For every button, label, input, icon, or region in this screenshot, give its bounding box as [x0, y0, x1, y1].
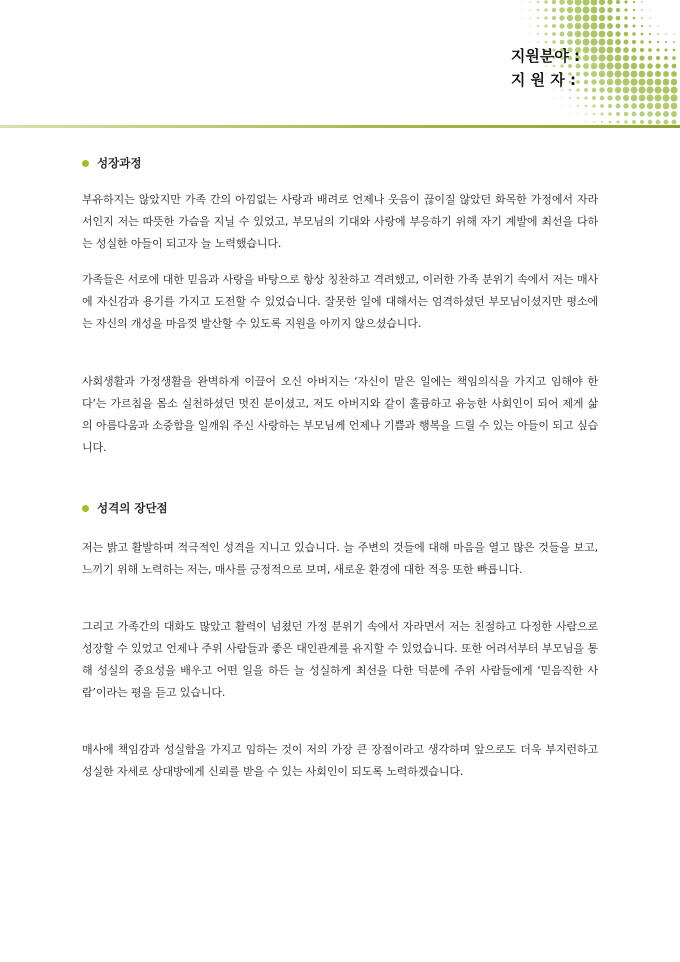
decorative-dot — [601, 121, 603, 123]
decorative-dot — [591, 63, 598, 70]
decorative-dot — [664, 120, 669, 125]
decorative-dot — [631, 103, 637, 109]
decorative-dot — [639, 103, 645, 109]
applicant-header — [511, 44, 580, 92]
decorative-dot — [616, 104, 621, 109]
decorative-dot — [590, 38, 597, 45]
decorative-dot — [672, 120, 677, 125]
decorative-dot — [633, 9, 635, 11]
decorative-dot — [623, 47, 629, 53]
decorative-dot — [624, 32, 628, 36]
decorative-dot — [656, 120, 661, 125]
decorative-dot — [585, 105, 587, 107]
decorative-dot — [673, 33, 674, 34]
decorative-dot — [598, 46, 605, 53]
decorative-dot — [672, 64, 677, 69]
decorative-dot — [582, 6, 589, 13]
decorative-dot — [657, 33, 659, 35]
decorative-dot — [567, 7, 573, 13]
decorative-dot — [529, 33, 530, 34]
decorative-dot — [640, 48, 644, 52]
decorative-dot — [647, 95, 654, 102]
decorative-dot — [615, 87, 622, 94]
decorative-dot — [624, 8, 627, 11]
decorative-dot — [583, 63, 589, 69]
decorative-dot — [591, 0, 598, 5]
decorative-dot — [622, 78, 629, 85]
decorative-dot — [606, 54, 613, 61]
decorative-dot — [537, 33, 539, 35]
decorative-dot — [647, 71, 653, 77]
decorative-dot — [649, 17, 650, 18]
decorative-dot — [567, 31, 573, 37]
decorative-dot — [529, 1, 531, 3]
bullet-icon — [82, 160, 89, 167]
decorative-dot — [632, 40, 636, 44]
decorative-dot — [622, 70, 629, 77]
decorative-dot — [545, 41, 548, 44]
decorative-dot — [537, 25, 539, 27]
decorative-dot — [607, 87, 613, 93]
decorative-dot — [583, 71, 588, 76]
decorative-dot — [623, 87, 630, 94]
decorative-dot — [529, 41, 530, 42]
decorative-dot — [545, 33, 548, 36]
decorative-dot — [670, 94, 677, 101]
decorative-dot — [616, 24, 621, 29]
decorative-dot — [664, 64, 669, 69]
decorative-dot — [582, 14, 589, 21]
decorative-dot — [608, 104, 612, 108]
decorative-dot — [663, 103, 670, 110]
decorative-dot — [567, 23, 573, 29]
decorative-dot — [631, 95, 638, 102]
decorative-dot — [631, 47, 636, 52]
field-label: 지원분야 : — [510, 47, 580, 65]
decorative-dot — [615, 55, 622, 62]
decorative-dot — [593, 121, 595, 123]
decorative-dot — [614, 62, 621, 69]
decorative-dot — [649, 33, 651, 35]
decorative-dot — [623, 39, 628, 44]
decorative-dot — [552, 32, 556, 36]
decorative-dot — [599, 15, 605, 21]
decorative-dot — [616, 0, 620, 4]
decorative-dot — [598, 38, 605, 45]
decorative-dot — [606, 62, 613, 69]
decorative-dot — [529, 25, 530, 26]
paragraph: 그리고 가족간의 대화도 많았고 활력이 넘쳤던 가정 분위기 속에서 자라면서 저는 친절하고 다정한 사람으로 성장할 수 있었고 언제나 주위 사람들과 좋은 대인관계를 유지할 수 있었습니다. 또한 어려서부터 부모님을 통해 성실의 중요성을 배우고 어떤 일을 하든 늘 성실하게 최선을 다한 덕분에 주위 사람들에게 ‘믿음직한 사람’이라는 평을 듣고 있습니다. — [82, 620, 598, 699]
decorative-dot — [633, 17, 636, 20]
decorative-dot — [655, 71, 661, 77]
decorative-dot — [671, 111, 677, 117]
decorative-dot — [646, 86, 653, 93]
decorative-dot — [590, 14, 597, 21]
decorative-dot — [544, 16, 547, 19]
decorative-dot — [641, 9, 643, 11]
decorative-dot — [599, 87, 604, 92]
bullet-icon — [82, 505, 89, 512]
decorative-dot — [631, 71, 638, 78]
decorative-dot — [655, 111, 661, 117]
decorative-dot — [624, 120, 627, 123]
decorative-dot — [662, 86, 669, 93]
paragraph: 가족들은 서로에 대한 믿음과 사랑을 바탕으로 항상 칭찬하고 격려했고, 이러한 가족 분위기 속에서 저는 매사에 자신감과 용기를 가지고 도전할 수 있었습니다. 잘못한 일에 대해서는 엄격하셨던 부모님이셨지만 평소에는 자신의 개성을 마음껏 발산할 수 있도록 지원을 아끼지 않으셨습니다. — [82, 273, 598, 330]
decorative-dot — [575, 23, 582, 30]
paragraph: 사회생활과 가정생활을 완벽하게 이끌어 오신 아버지는 ‘자신이 맡은 일에는 책임의식을 가지고 임해야 한다’는 가르침을 몸소 실천하셨던 멋진 분이셨고, 저도 아버지와 같이 훌륭하고 유능한 사회인이 되어 제게 삶의 아름다움과 소중함을 일깨워 주신 사랑하는 부모님께 언제나 기쁨과 행복을 드릴 수 있는 아들이 되고 싶습니다. — [82, 375, 598, 454]
decorative-dot — [575, 15, 582, 22]
decorative-dot — [590, 46, 597, 53]
decorative-dot — [623, 103, 628, 108]
decorative-dot — [640, 120, 644, 124]
decorative-dot — [552, 16, 556, 20]
decorative-dot — [647, 63, 653, 69]
decorative-dot — [552, 0, 556, 4]
decorative-dot — [624, 16, 628, 20]
decorative-dot — [624, 112, 628, 116]
decorative-dot — [554, 98, 555, 99]
decorative-dot — [584, 88, 588, 92]
decorative-dot — [590, 22, 597, 29]
decorative-dot — [624, 0, 627, 3]
decorative-dot — [650, 10, 651, 11]
decorative-dot — [592, 104, 595, 107]
decorative-dot — [673, 41, 675, 43]
decorative-dot — [664, 56, 668, 60]
decorative-dot — [654, 86, 661, 93]
decorative-dot — [665, 49, 668, 52]
decorative-dot — [583, 47, 590, 54]
decorative-dot — [599, 0, 605, 5]
decorative-dot — [575, 31, 582, 38]
decorative-dot — [665, 41, 667, 43]
decorative-dot — [544, 0, 547, 3]
decorative-dot — [537, 41, 539, 43]
decorative-dot — [647, 103, 653, 109]
decorative-dot — [607, 39, 614, 46]
decorative-dot — [559, 15, 564, 20]
decorative-dot — [655, 79, 662, 86]
decorative-dot — [671, 71, 677, 77]
decorative-dot — [649, 41, 652, 44]
decorative-dot — [559, 7, 565, 13]
decorative-dot — [615, 47, 621, 53]
section-title-text: 성장과정 — [97, 156, 142, 170]
decorative-dot — [592, 96, 596, 100]
decorative-dot — [522, 10, 523, 11]
decorative-dot — [567, 0, 573, 5]
decorative-dot — [537, 9, 539, 11]
decorative-dot — [599, 7, 605, 13]
decorative-dot — [606, 70, 613, 77]
decorative-dot — [638, 78, 645, 85]
decorative-dot — [670, 86, 677, 93]
decorative-dot — [633, 25, 636, 28]
decorative-dot — [591, 79, 596, 84]
decorative-dot — [623, 95, 629, 101]
decorative-dot — [607, 23, 613, 29]
decorative-dot — [591, 71, 597, 77]
decorative-dot — [608, 112, 611, 115]
decorative-dot — [584, 80, 589, 85]
decorative-dot — [561, 97, 562, 98]
decorative-dot — [623, 55, 629, 61]
section-title-personality — [82, 500, 168, 516]
decorative-dot — [616, 8, 620, 12]
decorative-dot — [598, 62, 605, 69]
decorative-dot — [615, 95, 621, 101]
paragraph: 저는 밝고 활발하며 적극적인 성격을 지니고 있습니다. 늘 주변의 것들에 대해 마음을 열고 많은 것들을 보고, 느끼기 위해 노력하는 저는, 매사를 긍정적으로 보며, 새로운 환경에 대한 적응 또한 빠릅니다. — [82, 541, 598, 576]
paragraph: 부유하지는 않았지만 가족 간의 아낌없는 사랑과 배려로 언제나 웃음이 끊이질 않았던 화목한 가정에서 자라서인지 저는 따뜻한 가슴을 지닐 수 있었고, 부모님의 기대와 사랑에 부응하기 위해 자기 계발에 최선을 다하는 성실한 아들이 되고자 늘 노력했습니다. — [82, 193, 598, 250]
decorative-dot — [560, 32, 565, 37]
decorative-dot — [559, 0, 565, 5]
decorative-dot — [607, 47, 614, 54]
decorative-dot — [631, 55, 637, 61]
decorative-dot — [656, 56, 660, 60]
decorative-dot — [639, 95, 646, 102]
decorative-dot — [585, 121, 586, 122]
decorative-dot — [582, 22, 589, 29]
decorative-dot — [600, 96, 605, 101]
decorative-dot — [585, 113, 587, 115]
decorative-dot — [647, 111, 653, 117]
decorative-dot — [529, 17, 531, 19]
decorative-dot — [633, 1, 635, 3]
decorative-dot — [607, 0, 612, 5]
decorative-dot — [641, 1, 642, 2]
decorative-dot — [529, 9, 531, 11]
decorative-dot — [615, 79, 622, 86]
section-title-growth — [82, 155, 141, 171]
applicant-label: 지 원 자 : — [510, 71, 576, 89]
decorative-dot — [600, 104, 604, 108]
section-title-text: 성격의 장단점 — [97, 501, 168, 515]
decorative-dot — [607, 31, 613, 37]
decorative-dot — [671, 103, 678, 110]
decorative-dot — [641, 33, 644, 36]
decorative-dot — [582, 0, 589, 6]
decorative-dot — [609, 121, 612, 124]
decorative-dot — [655, 63, 660, 68]
decorative-dot — [607, 95, 612, 100]
decorative-dot — [575, 7, 582, 14]
decorative-dot — [663, 79, 670, 86]
decorative-dot — [631, 63, 637, 69]
decorative-dot — [657, 41, 659, 43]
decorative-dot — [641, 17, 643, 19]
decorative-dot — [672, 56, 676, 60]
decorative-dot — [577, 105, 579, 107]
decorative-dot — [639, 63, 645, 69]
decorative-dot — [583, 39, 590, 46]
decorative-dot — [638, 86, 645, 93]
decorative-dot — [616, 112, 620, 116]
decorative-dot — [648, 56, 653, 61]
decorative-dot — [662, 94, 669, 101]
decorative-dot — [599, 71, 606, 78]
decorative-dot — [593, 113, 595, 115]
decorative-dot — [647, 79, 654, 86]
decorative-dot — [562, 106, 563, 107]
paragraph: 매사에 책임감과 성실함을 가지고 임하는 것이 저의 가장 큰 장점이라고 생각하며 앞으로도 더욱 부지런하고 성실한 자세로 상대방에게 신뢰를 받을 수 있는 사회인이 되도록 노력하겠습니다. — [82, 743, 598, 778]
decorative-dot — [671, 79, 678, 86]
decorative-dot — [583, 55, 589, 61]
decorative-dot — [639, 71, 646, 78]
decorative-dot — [544, 24, 547, 27]
decorative-dot — [624, 24, 628, 28]
decorative-dot — [607, 79, 614, 86]
decorative-dot — [623, 63, 630, 70]
decorative-dot — [591, 55, 598, 62]
decorative-dot — [614, 70, 621, 77]
decorative-dot — [569, 97, 571, 99]
decorative-dot — [607, 15, 613, 21]
decorative-dot — [578, 122, 579, 123]
decorative-dot — [599, 23, 606, 30]
decorative-dot — [615, 31, 620, 36]
decorative-dot — [552, 8, 556, 12]
decorative-dot — [537, 17, 539, 19]
decorative-dot — [632, 112, 637, 117]
decorative-dot — [615, 39, 621, 45]
decorative-dot — [632, 120, 636, 124]
decorative-dot — [663, 111, 669, 117]
decorative-dot — [665, 33, 666, 34]
decorative-dot — [599, 79, 605, 85]
decorative-dot — [598, 54, 605, 61]
decorative-dot — [569, 105, 570, 106]
decorative-dot — [640, 40, 643, 43]
decorative-dot — [574, 0, 581, 6]
decorative-dot — [673, 49, 676, 52]
decorative-dot — [607, 7, 612, 12]
decorative-dot — [655, 103, 662, 110]
header-divider — [0, 125, 680, 128]
decorative-dot — [639, 55, 644, 60]
decorative-dot — [663, 71, 669, 77]
decorative-dot — [522, 18, 523, 19]
decorative-dot — [630, 86, 637, 93]
decorative-dot — [657, 25, 658, 26]
decorative-dot — [570, 114, 571, 115]
decorative-dot — [639, 111, 644, 116]
decorative-dot — [567, 15, 573, 21]
decorative-dot — [521, 1, 522, 2]
decorative-dot — [649, 25, 651, 27]
decorative-dot — [601, 113, 604, 116]
decorative-dot — [584, 96, 587, 99]
decorative-dot — [654, 94, 661, 101]
decorative-dot — [559, 23, 564, 28]
decorative-dot — [544, 8, 547, 11]
decorative-dot — [552, 24, 556, 28]
decorative-dot — [591, 7, 598, 14]
decorative-dot — [537, 1, 539, 3]
decorative-dot — [577, 97, 579, 99]
decorative-dot — [648, 120, 653, 125]
decorative-dot — [577, 113, 578, 114]
decorative-dot — [616, 16, 621, 21]
decorative-dot — [616, 120, 619, 123]
decorative-dot — [599, 31, 606, 38]
decorative-dot — [648, 48, 652, 52]
decorative-dot — [656, 48, 659, 51]
decorative-dot — [641, 25, 643, 27]
decorative-dot — [592, 88, 597, 93]
decorative-dot — [590, 30, 597, 37]
decorative-dot — [630, 78, 637, 85]
decorative-dot — [632, 32, 636, 36]
decorative-dot — [582, 30, 589, 37]
